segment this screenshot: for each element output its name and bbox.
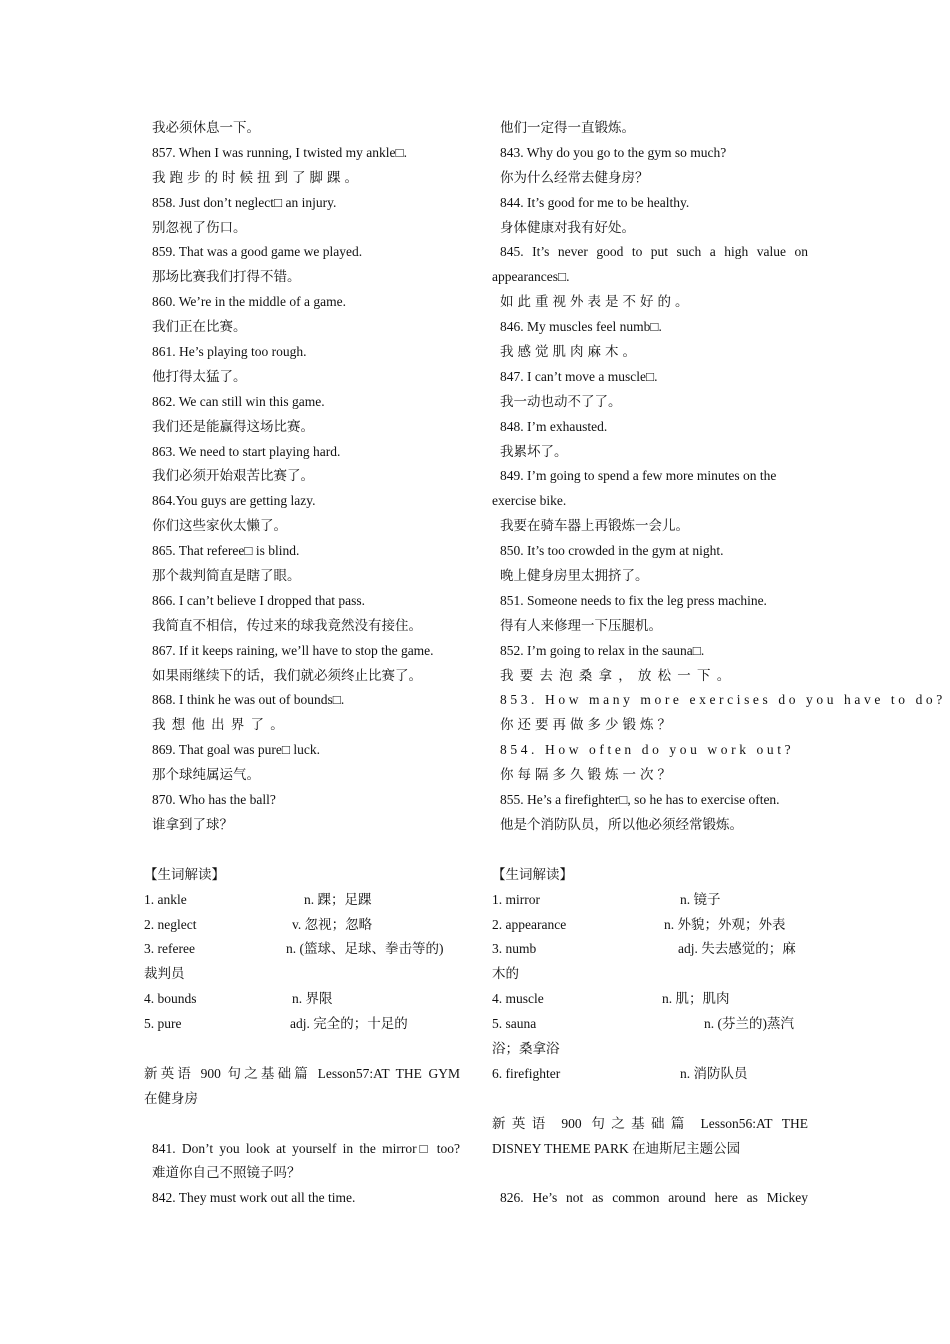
text-line: 我们必须开始艰苦比赛了。 [152, 468, 314, 484]
blank-line [492, 1161, 808, 1186]
vocab-entry [492, 888, 808, 913]
vocab-word: 2. neglect [144, 916, 197, 932]
text-line: 我们正在比赛。 [152, 319, 247, 335]
vocab-definition: v. 忽视；忽略 [292, 916, 373, 932]
vocab-word: 3. numb [492, 941, 537, 957]
text-line: 我要去泡桑拿，放松一下。 [500, 667, 737, 683]
blank-line [492, 838, 808, 863]
text-line: 我想他出界了。 [152, 717, 290, 733]
text-line: 859. That was a good game we played. [152, 244, 363, 260]
blank-line [144, 1037, 460, 1062]
text-line: 858. Just don’t neglect□ an injury. [152, 194, 337, 210]
text-line: 得有人来修理一下压腿机。 [500, 617, 662, 633]
text-line: 你还要再做多少锻炼？ [500, 717, 675, 733]
text-line: 845. It’s never good to put such a high value on [500, 244, 808, 260]
text-line: 你们这些家伙太懒了。 [152, 518, 287, 534]
text-line: 870. Who has the ball? [152, 792, 276, 808]
text-line: 那个球纯属运气。 [152, 767, 260, 783]
text-line: 861. He’s playing too rough. [152, 344, 307, 360]
text-line: 【生词解读】 [144, 866, 225, 882]
text-line: 我必须休息一下。 [152, 120, 260, 135]
text-line: 那场比赛我们打得不错。 [152, 269, 301, 285]
vocab-word: 5. sauna [492, 1016, 537, 1032]
vocab-entry [492, 1062, 808, 1087]
text-line: 别忽视了伤口。 [152, 219, 247, 235]
text-line: 841. Don’t you look at yourself in the mirror□ too? [152, 1140, 460, 1156]
vocab-definition: n. 界限 [292, 991, 333, 1007]
text-line: 850. It’s too crowded in the gym at night. [500, 543, 724, 559]
text-line: 他打得太猛了。 [152, 368, 247, 384]
text-line: 846. My muscles feel numb□. [500, 319, 662, 335]
text-line: 849. I’m going to spend a few more minutes on the [500, 468, 777, 484]
text-line: 你每隔多久锻炼一次？ [500, 767, 675, 783]
vocab-definition: n. (芬兰的)蒸汽 [704, 1016, 794, 1032]
text-line: 我简直不相信，传过来的球我竟然没有接住。 [152, 617, 422, 633]
text-line: appearances□. [492, 269, 570, 285]
vocab-definition: adj. 失去感觉的；麻 [678, 941, 796, 957]
text-line: 854. How often do you work out? [500, 742, 795, 758]
text-line: 我感觉肌肉麻木。 [500, 344, 640, 360]
left-column [144, 116, 460, 1211]
text-line: 他是个消防队员，所以他必须经常锻炼。 [500, 816, 743, 832]
text-line: 在健身房 [144, 1090, 198, 1106]
text-line: 难道你自己不照镜子吗？ [152, 1165, 301, 1181]
vocab-word: 3. referee [144, 941, 195, 957]
text-line: 你为什么经常去健身房？ [500, 169, 649, 185]
text-line: 842. They must work out all the time. [152, 1190, 356, 1206]
blank-line [144, 1112, 460, 1137]
blank-line [492, 1087, 808, 1112]
vocab-word: 1. mirror [492, 891, 540, 907]
text-line: 869. That goal was pure□ luck. [152, 742, 320, 758]
text-line: 855. He’s a firefighter□, so he has to exercise often. [500, 792, 780, 808]
vocab-entry [144, 913, 460, 938]
vocab-word: 4. bounds [144, 991, 197, 1007]
text-line: 864.You guys are getting lazy. [152, 493, 316, 509]
text-line: 如果雨继续下的话，我们就必须终止比赛了。 [152, 667, 422, 683]
text-line: 848. I’m exhausted. [500, 418, 608, 434]
vocab-entry [144, 937, 460, 962]
vocab-definition: n. 外貌；外观；外表 [664, 916, 786, 932]
text-line: 868. I think he was out of bounds□. [152, 692, 345, 708]
vocab-definition: n. 镜子 [680, 891, 721, 907]
blank-line [144, 838, 460, 863]
text-line: 他们一定得一直锻炼。 [500, 120, 635, 135]
text-line: 如此重视外表是不好的。 [500, 294, 693, 310]
vocab-entry [144, 888, 460, 913]
text-line: 那个裁判简直是瞎了眼。 [152, 568, 301, 584]
vocab-definition: n. 踝；足踝 [304, 891, 372, 907]
text-line: 863. We need to start playing hard. [152, 443, 341, 459]
vocab-word: 2. appearance [492, 916, 567, 932]
vocab-entry [144, 1012, 460, 1037]
vocab-entry [144, 987, 460, 1012]
text-line: 851. Someone needs to fix the leg press machine. [500, 592, 767, 608]
text-line: 我一动也动不了了。 [500, 393, 622, 409]
vocab-definition: n. 肌；肌肉 [662, 991, 730, 1007]
vocab-entry [492, 913, 808, 938]
text-line: 844. It’s good for me to be healthy. [500, 194, 690, 210]
right-column [492, 116, 946, 1211]
text-line: 晚上健身房里太拥挤了。 [500, 568, 649, 584]
vocab-definition-continued: 裁判员 [144, 966, 185, 982]
vocab-definition: adj. 完全的；十足的 [290, 1016, 408, 1032]
text-line: 我们还是能赢得这场比赛。 [152, 418, 314, 434]
vocab-entry [492, 1012, 808, 1037]
text-line: 865. That referee□ is blind. [152, 543, 300, 559]
text-line: DISNEY THEME PARK 在迪斯尼主题公园 [492, 1140, 741, 1156]
text-line: 857. When I was running, I twisted my ankle□. [152, 144, 407, 160]
vocab-word: 5. pure [144, 1016, 182, 1032]
text-line: 826. He’s not as common around here as Mickey [500, 1190, 808, 1206]
text-line: 860. We’re in the middle of a game. [152, 294, 346, 310]
text-line: 谁拿到了球？ [152, 816, 233, 832]
vocab-definition-continued: 浴；桑拿浴 [492, 1040, 560, 1056]
text-line: exercise bike. [492, 493, 567, 509]
text-line: 852. I’m going to relax in the sauna□. [500, 642, 705, 658]
vocab-word: 1. ankle [144, 891, 187, 907]
vocab-definition: n. (篮球、足球、拳击等的) [286, 941, 444, 957]
text-line: 我累坏了。 [500, 443, 568, 459]
text-line: 【生词解读】 [492, 866, 573, 882]
text-line: 866. I can’t believe I dropped that pass. [152, 592, 366, 608]
vocab-entry [492, 987, 808, 1012]
text-line: 843. Why do you go to the gym so much? [500, 144, 727, 160]
vocab-word: 6. firefighter [492, 1065, 561, 1081]
text-line: 847. I can’t move a muscle□. [500, 368, 658, 384]
text-line: 862. We can still win this game. [152, 393, 325, 409]
text-line: 身体健康对我有好处。 [500, 219, 635, 235]
text-line: 我跑步的时候扭到了脚踝。 [152, 169, 362, 185]
text-line: 我要在骑车器上再锻炼一会儿。 [500, 518, 689, 534]
vocab-word: 4. muscle [492, 991, 544, 1007]
text-line: 新英语 900 句之基础篇 Lesson57:AT THE GYM [144, 1065, 460, 1081]
vocab-definition-continued: 木的 [492, 966, 519, 982]
text-line: 867. If it keeps raining, we’ll have to stop the game. [152, 642, 434, 658]
vocab-entry [492, 937, 808, 962]
text-line: 新英语 900 句之基础篇 Lesson56:AT THE [492, 1115, 808, 1131]
text-line: 853. How many more exercises do you have to do? [500, 692, 946, 708]
vocab-definition: n. 消防队员 [680, 1065, 748, 1081]
